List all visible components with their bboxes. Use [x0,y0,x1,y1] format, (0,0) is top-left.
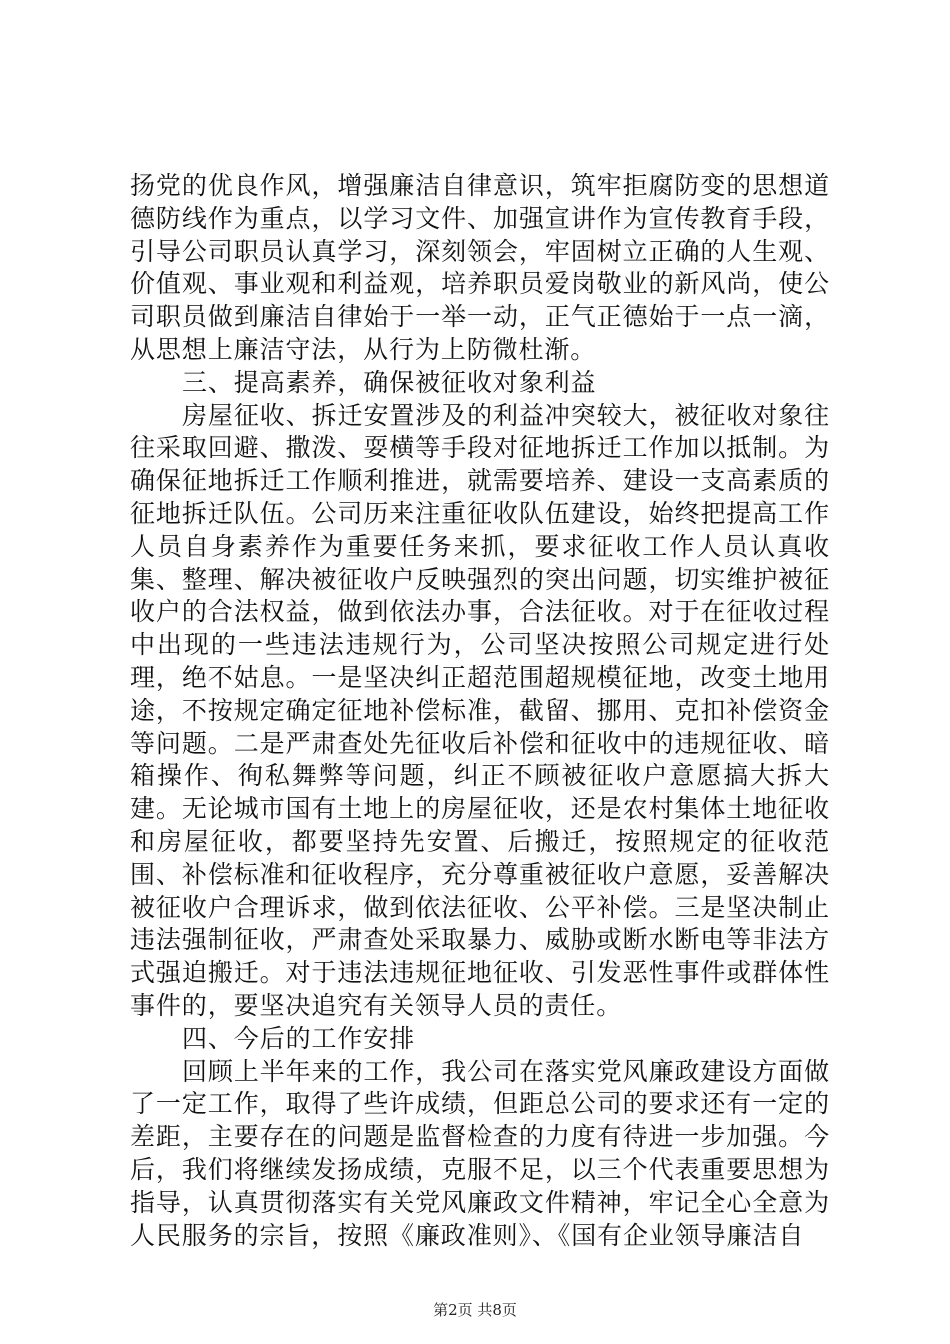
section-heading-3: 三、提高素养，确保被征收对象利益 [182,367,597,397]
body-paragraph: 扬党的优良作风，增强廉洁自律意识，筑牢拒腐防变的思想道德防线作为重点，以学习文件、加强宣讲作为宣传教育手段，引导公司职员认真学习，深刻领会，牢固树立正确的人生观、价值观、事业观和利益观，培养职员爱岗敬业的新风尚，使公司职员做到廉洁自律始于一举一动，正气正德始于一点一滴，从思想上廉洁守法，从行为上防微杜渐。 [130,171,830,364]
body-paragraph: 回顾上半年来的工作，我公司在落实党风廉政建设方面做了一定工作，取得了些许成绩，但距总公司的要求还有一定的差距，主要存在的问题是监督检查的力度有待进一步加强。今后，我们将继续发扬成绩，克服不足，以三个代表重要思想为指导，认真贯彻落实有关党风廉政文件精神，牢记全心全意为人民服务的宗旨，按照《廉政准则》、《国有企业领导廉洁自 [130,1056,830,1250]
page-number-footer: 第2页 共8页 [433,1301,517,1319]
body-paragraph: 房屋征收、拆迁安置涉及的利益冲突较大，被征收对象往往采取回避、撒泼、耍横等手段对征地拆迁工作加以抵制。为确保征地拆迁工作顺利推进，就需要培养、建设一支高素质的征地拆迁队伍。公司历来注重征收队伍建设，始终把提高工作人员自身素养作为重要任务来抓，要求征收工作人员认真收集、整理、解决被征收户反映强烈的突出问题，切实维护被征收户的合法权益，做到依法办事，合法征收。对于在征收过程中出现的一些违法违规行为，公司坚决按照公司规定进行处理，绝不姑息。一是坚决纠正超范围超规模征地，改变土地用途，不按规定确定征地补偿标准，截留、挪用、克扣补偿资金等问题。二是严肃查处先征收后补偿和征收中的违规征收、暗箱操作、徇私舞弊等问题，纠正不顾被征收户意愿搞大拆大建。无论城市国有土地上的房屋征收，还是农村集体土地征收和房屋征收，都要坚持先安置、后搬迁，按照规定的征收范围、补偿标准和征收程序，充分尊重被征收户意愿，妥善解决被征收户合理诉求，做到依法征收、公平补偿。三是坚决制止违法强制征收，严肃查处采取暴力、威胁或断水断电等非法方式强迫搬迁。对于违法违规征地征收、引发恶性事件或群体性事件的，要坚决追究有关领导人员的责任。 [130,400,830,1020]
section-heading-4: 四、今后的工作安排 [182,1023,416,1053]
document-body [130,170,830,1252]
